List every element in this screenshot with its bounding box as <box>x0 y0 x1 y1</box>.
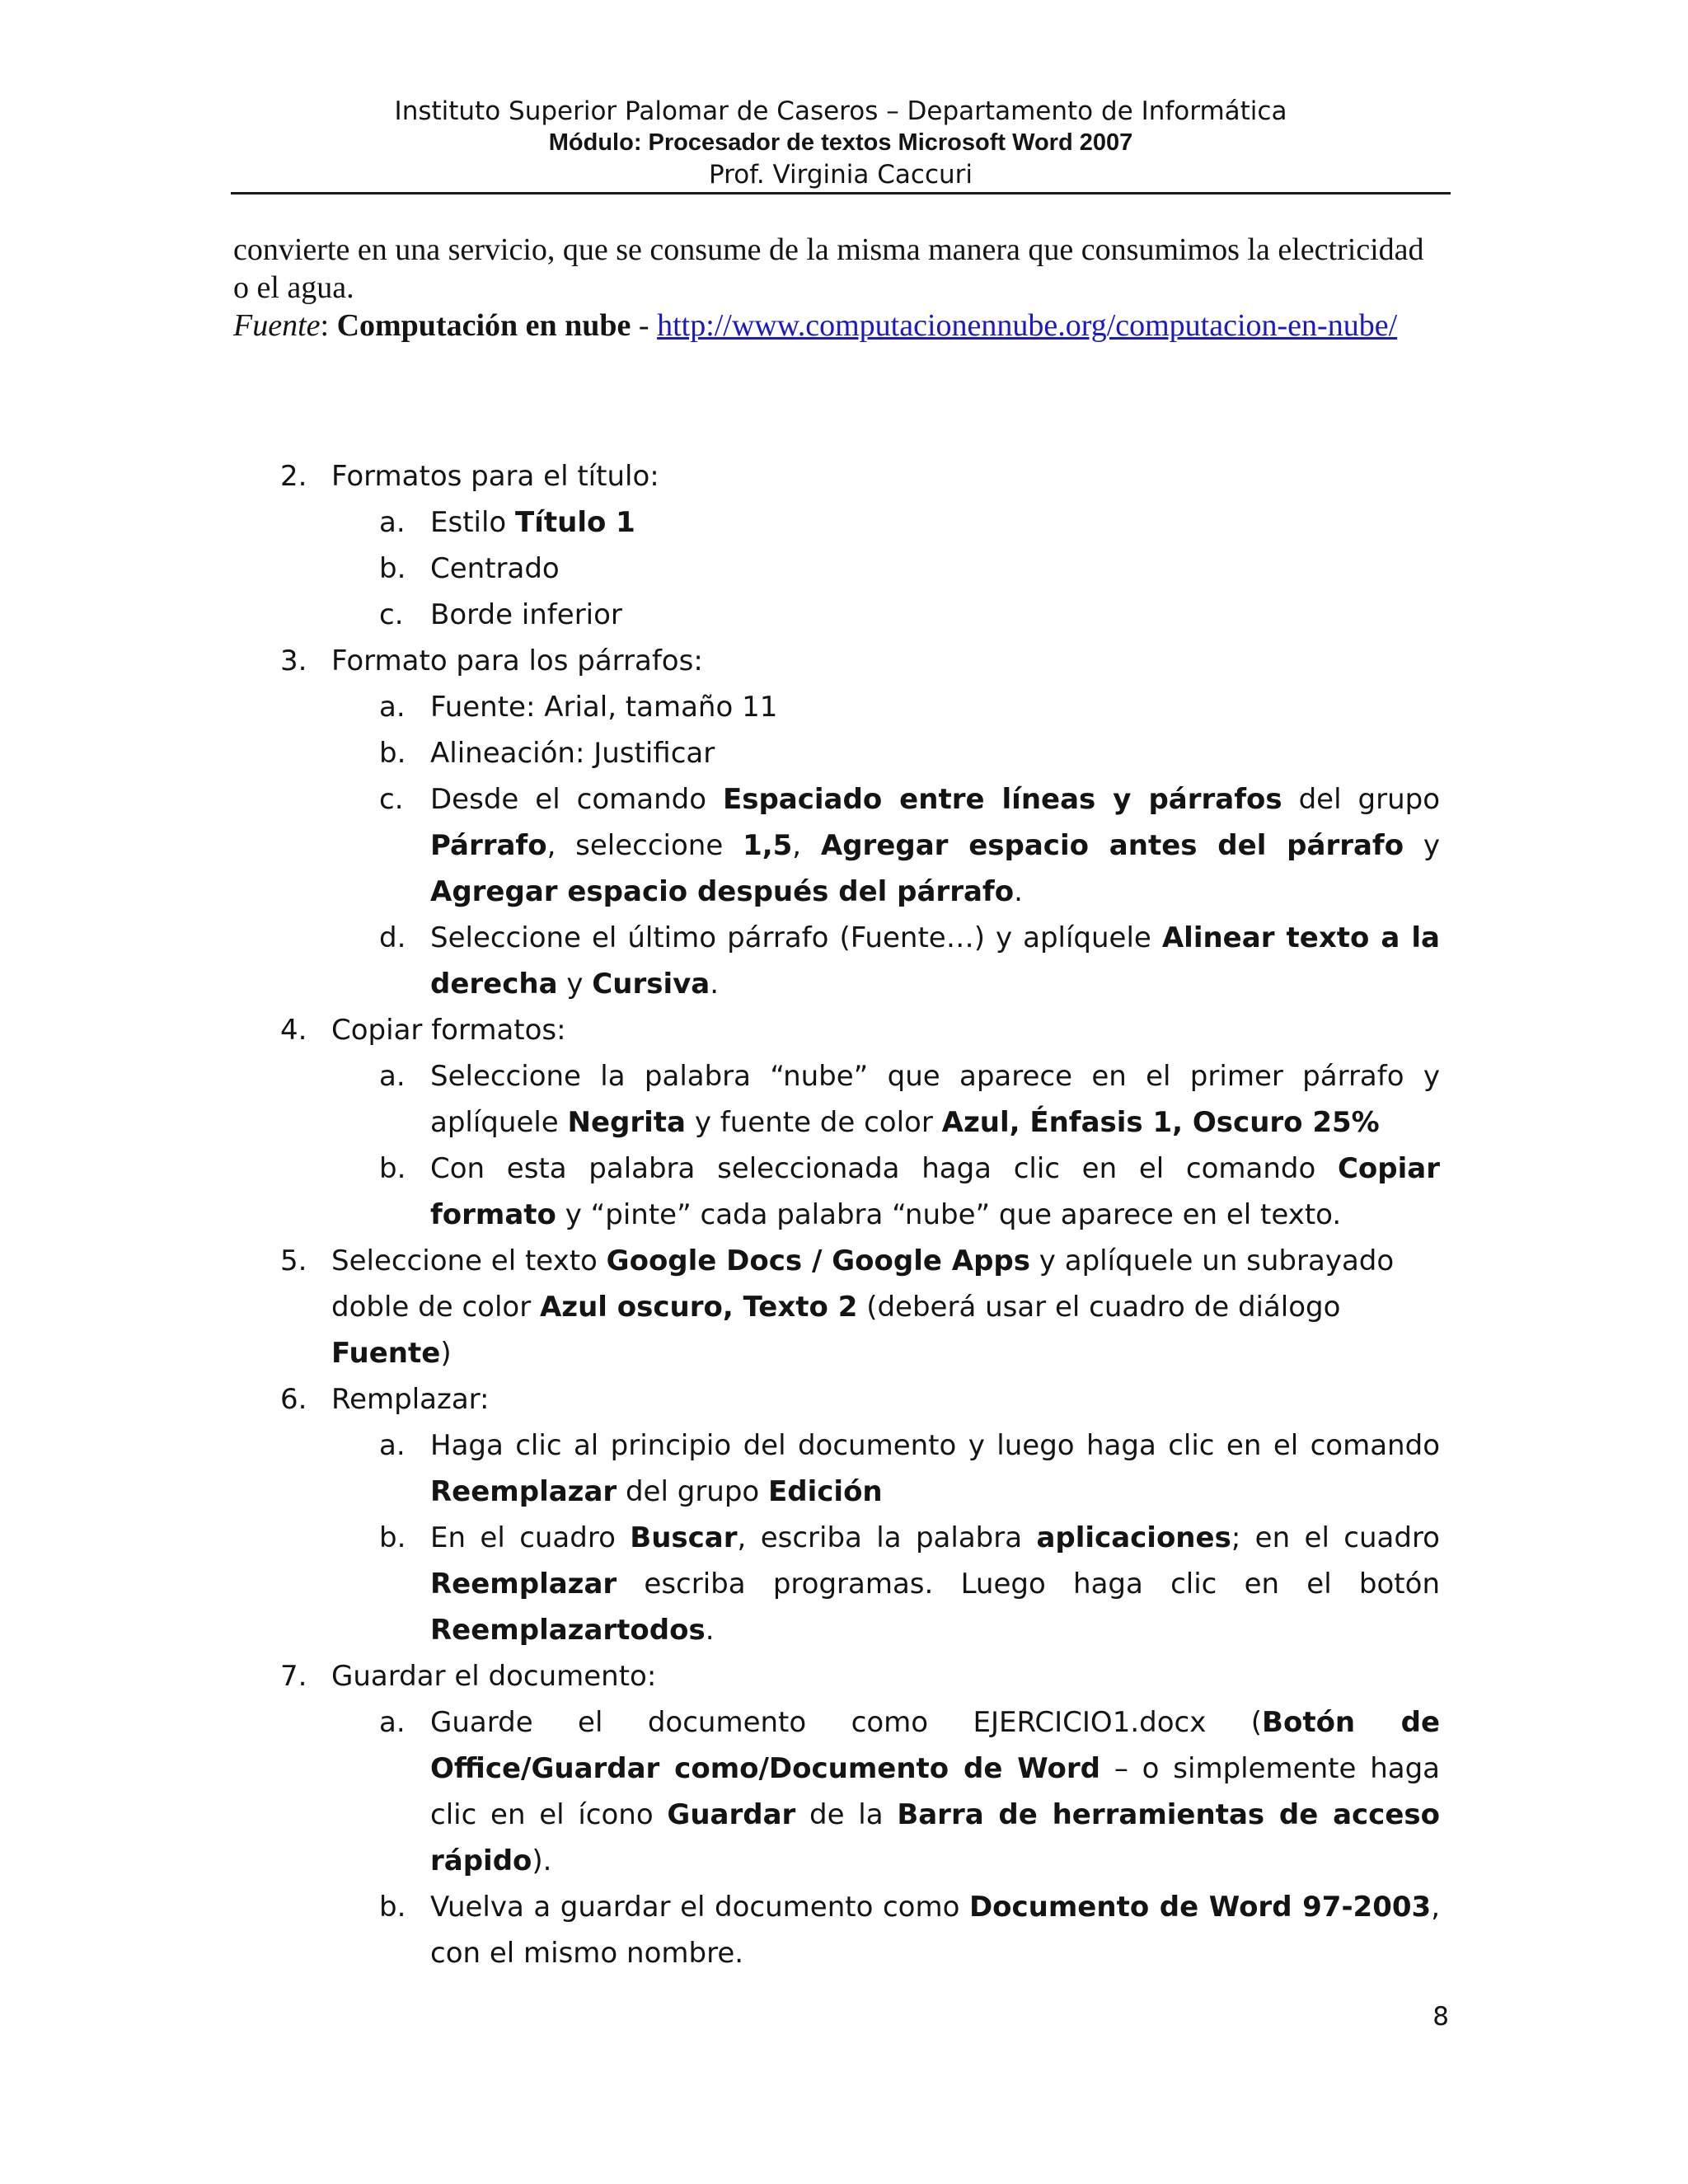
sub-item-letter: a. <box>379 691 406 724</box>
item-text <box>331 1007 1440 1053</box>
intro-paragraph <box>233 231 1437 344</box>
item-text <box>331 1653 1440 1699</box>
bold-text: Copiar formato <box>430 1152 1440 1231</box>
sub-item <box>0 915 1688 1007</box>
bold-text: Reemplazartodos <box>430 1614 706 1647</box>
sub-item <box>0 592 1688 638</box>
list-item <box>0 1007 1688 1053</box>
bold-text: Reemplazar <box>430 1475 617 1508</box>
source-link[interactable]: http://www.computacionennube.org/computacion-en-nube/ <box>657 308 1398 343</box>
text-run: Haga clic al principio del documento y luego haga clic en el comando <box>430 1429 1440 1462</box>
bold-text: Azul oscuro, Texto 2 <box>539 1291 858 1324</box>
sub-item-letter: b. <box>379 552 406 585</box>
text-run: del grupo <box>1282 783 1440 816</box>
bold-text: Fuente <box>331 1337 441 1370</box>
bold-text: Alinear texto a la derecha <box>430 921 1440 1001</box>
item-text <box>331 453 1440 499</box>
intro-text: convierte en una servicio, que se consume de la misma manera que consumimos la electricidad o el agua. <box>233 232 1424 305</box>
list-item <box>0 1376 1688 1422</box>
sub-item-text <box>430 730 1440 776</box>
sub-item-text <box>430 1515 1440 1653</box>
sub-item <box>0 1422 1688 1515</box>
sub-item-text <box>430 684 1440 730</box>
text-run: Copiar formatos: <box>331 1014 566 1047</box>
bold-text: Cursiva <box>592 968 710 1001</box>
item-number: 4. <box>280 1014 307 1047</box>
text-run: y fuente de color <box>686 1106 942 1139</box>
text-run: , escriba la palabra <box>737 1521 1037 1554</box>
header-module: Módulo: Procesador de textos Microsoft Word 2007 <box>548 129 1133 156</box>
sub-item-letter: b. <box>379 1521 406 1554</box>
text-run: Con esta palabra seleccionada haga clic en el comando <box>430 1152 1338 1185</box>
list-item <box>0 1238 1688 1376</box>
text-run: ). <box>532 1844 552 1877</box>
sub-item <box>0 1515 1688 1653</box>
text-run: Guarde el documento como EJERCICIO1.docx ( <box>430 1706 1263 1739</box>
item-number: 5. <box>280 1244 307 1277</box>
page-header <box>231 96 1451 191</box>
sub-item-text <box>430 499 1440 546</box>
bold-text: Edición <box>768 1475 883 1508</box>
text-run: , <box>792 829 821 862</box>
bold-text: Negrita <box>567 1106 687 1139</box>
text-run: . <box>710 968 720 1001</box>
text-run: (deberá usar el cuadro de diálogo <box>857 1291 1341 1324</box>
item-number: 6. <box>280 1383 307 1416</box>
text-run: . <box>1014 875 1023 908</box>
bold-text: aplicaciones <box>1036 1521 1231 1554</box>
source-title: Computación en nube <box>336 308 631 343</box>
sub-item-text <box>430 776 1440 915</box>
sub-item-letter: d. <box>379 921 406 954</box>
text-run: ) <box>440 1337 452 1370</box>
text-run: , seleccione <box>546 829 743 862</box>
sub-item-letter: a. <box>379 1706 406 1739</box>
bold-text: Barra de herramientas de acceso rápido <box>430 1798 1440 1877</box>
text-run: Seleccione la palabra “nube” que aparece en el primer párrafo y aplíquele <box>430 1060 1440 1139</box>
sub-item-letter: a. <box>379 1060 406 1093</box>
text-run: Formato para los párrafos: <box>331 644 703 677</box>
sub-item <box>0 499 1688 546</box>
text-run: Centrado <box>430 552 560 585</box>
text-run: y <box>1404 829 1440 862</box>
sub-item-letter: b. <box>379 1891 406 1924</box>
item-text <box>331 1376 1440 1422</box>
source-label: Fuente <box>233 308 321 343</box>
text-run: Desde el comando <box>430 783 723 816</box>
sub-item <box>0 1146 1688 1238</box>
sub-item-text <box>430 592 1440 638</box>
text-run: Guardar el documento: <box>331 1660 657 1693</box>
item-number: 7. <box>280 1660 307 1693</box>
sub-item <box>0 776 1688 915</box>
bold-text: Buscar <box>630 1521 738 1554</box>
header-professor: Prof. Virginia Caccuri <box>708 160 973 190</box>
text-run: Vuelva a guardar el documento como <box>430 1891 969 1924</box>
list-item <box>0 638 1688 684</box>
item-text <box>331 638 1440 684</box>
text-run: escriba programas. Luego haga clic en el botón <box>617 1568 1440 1601</box>
list-item <box>0 453 1688 499</box>
sub-item <box>0 684 1688 730</box>
sub-item-letter: b. <box>379 737 406 770</box>
bold-text: Botón de Office/Guardar como/Documento de Word <box>430 1706 1440 1785</box>
sub-item-text <box>430 915 1440 1007</box>
text-run: En el cuadro <box>430 1521 631 1554</box>
text-run: Fuente: Arial, tamaño 11 <box>430 691 778 724</box>
header-institute: Instituto Superior Palomar de Caseros – Departamento de Informática <box>394 96 1287 126</box>
text-run: y aplíquele un subrayado doble de color <box>331 1244 1395 1324</box>
text-run: Seleccione el último párrafo (Fuente…) y aplíquele <box>430 921 1162 954</box>
text-run: y <box>557 968 593 1001</box>
sub-item-text <box>430 546 1440 592</box>
text-run: Formatos para el título: <box>331 460 659 493</box>
sub-item-text <box>430 1053 1440 1146</box>
sub-item-text <box>430 1884 1440 1976</box>
text-run: , con el mismo nombre. <box>430 1891 1440 1970</box>
source-dash: - <box>631 308 658 343</box>
item-text <box>331 1238 1440 1376</box>
bold-text: Azul, Énfasis 1, Oscuro 25% <box>941 1106 1380 1139</box>
text-run: Estilo <box>430 506 516 539</box>
bold-text: Espaciado entre líneas y párrafos <box>722 783 1282 816</box>
bold-text: 1,5 <box>743 829 793 862</box>
text-run: Seleccione el texto <box>331 1244 607 1277</box>
text-run: Alineación: Justificar <box>430 737 715 770</box>
bold-text: Documento de Word 97-2003 <box>968 1891 1432 1924</box>
text-run: . <box>705 1614 715 1647</box>
bold-text: Reemplazar <box>430 1568 617 1601</box>
text-run: ; en el cuadro <box>1231 1521 1440 1554</box>
sub-item <box>0 1884 1688 1976</box>
bold-text: Google Docs / Google Apps <box>606 1244 1030 1277</box>
bold-text: Agregar espacio después del párrafo <box>430 875 1015 908</box>
item-number: 2. <box>280 460 307 493</box>
sub-item-letter: c. <box>379 783 404 816</box>
text-run: del grupo <box>617 1475 769 1508</box>
item-number: 3. <box>280 644 307 677</box>
sub-item <box>0 546 1688 592</box>
sub-item <box>0 1053 1688 1146</box>
instructions-list <box>0 453 1688 1976</box>
source-separator: : <box>320 308 337 343</box>
sub-item-letter: b. <box>379 1152 406 1185</box>
text-run: de la <box>795 1798 898 1831</box>
text-run: – o simplemente haga clic en el ícono <box>430 1752 1440 1831</box>
text-run: Remplazar: <box>331 1383 490 1416</box>
bold-text: Agregar espacio antes del párrafo <box>820 829 1404 862</box>
page-number: 8 <box>1432 2002 1449 2032</box>
sub-item-letter: a. <box>379 506 406 539</box>
bold-text: Guardar <box>667 1798 796 1831</box>
bold-text: Párrafo <box>430 829 547 862</box>
bold-text: Título 1 <box>515 506 635 539</box>
sub-item <box>0 1699 1688 1884</box>
sub-item-text <box>430 1146 1440 1238</box>
sub-item-text <box>430 1422 1440 1515</box>
sub-item-letter: a. <box>379 1429 406 1462</box>
sub-item-text <box>430 1699 1440 1884</box>
source-line <box>233 307 1437 344</box>
list-item <box>0 1653 1688 1699</box>
sub-item-letter: c. <box>379 598 404 631</box>
text-run: Borde inferior <box>430 598 622 631</box>
text-run: y “pinte” cada palabra “nube” que aparece en el texto. <box>556 1198 1342 1231</box>
sub-item <box>0 730 1688 776</box>
header-divider <box>231 192 1451 194</box>
